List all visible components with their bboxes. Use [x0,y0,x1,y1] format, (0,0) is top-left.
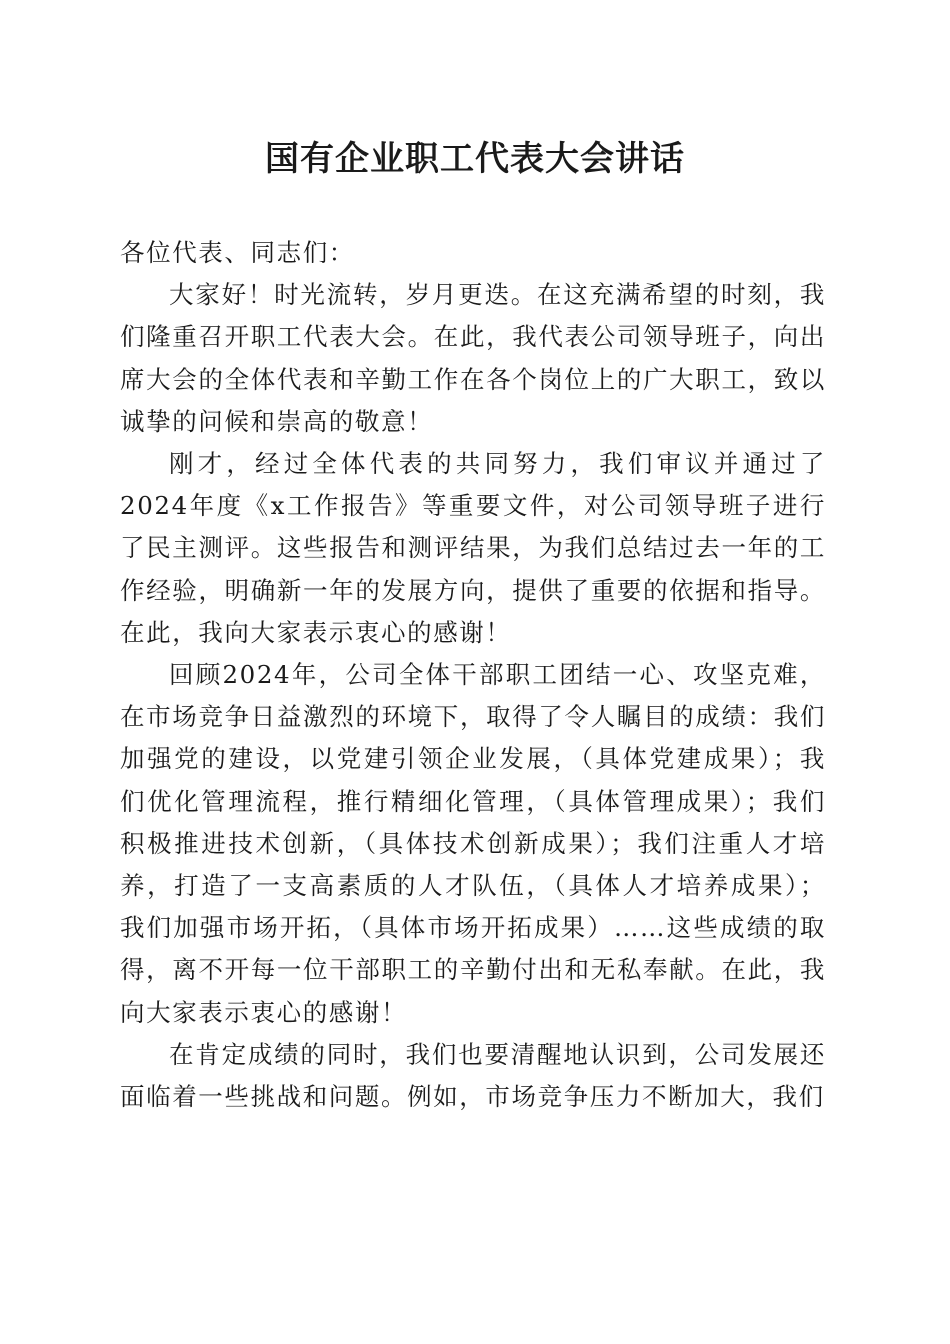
document-body [120,232,826,1118]
paragraph-challenges: 在肯定成绩的同时，我们也要清醒地认识到，公司发展还面临着一些挑战和问题。例如，市场竞争压力不断加大，我们 [120,1039,826,1112]
document-title: 国有企业职工代表大会讲话 [265,139,685,179]
paragraph-greeting: 大家好！时光流转，岁月更迭。在这充满希望的时刻，我们隆重召开职工代表大会。在此，我代表公司领导班子，向出席大会的全体代表和辛勤工作在各个岗位上的广大职工，致以诚挚的问候和崇高的敬意！ [120,280,826,436]
paragraph-review-documents: 刚才，经过全体代表的共同努力，我们审议并通过了2024年度《x工作报告》等重要文件，对公司领导班子进行了民主测评。这些报告和测评结果，为我们总结过去一年的工作经验，明确新一年的发展方向，提供了重要的依据和指导。在此，我向大家表示衷心的感谢！ [120,449,826,647]
salutation: 各位代表、同志们： [120,238,355,267]
paragraph-achievements: 回顾2024年，公司全体干部职工团结一心、攻坚克难，在市场竞争日益激烈的环境下，取得了令人瞩目的成绩：我们加强党的建设，以党建引领企业发展，（具体党建成果）；我们优化管理流程，推行精细化管理，（具体管理成果）；我们积极推进技术创新，（具体技术创新成果）；我们注重人才培养，打造了一支高素质的人才队伍，（具体人才培养成果）；我们加强市场开拓，（具体市场开拓成果）……这些成绩的取得，离不开每一位干部职工的辛勤付出和无私奉献。在此，我向大家表示衷心的感谢！ [120,660,826,1027]
